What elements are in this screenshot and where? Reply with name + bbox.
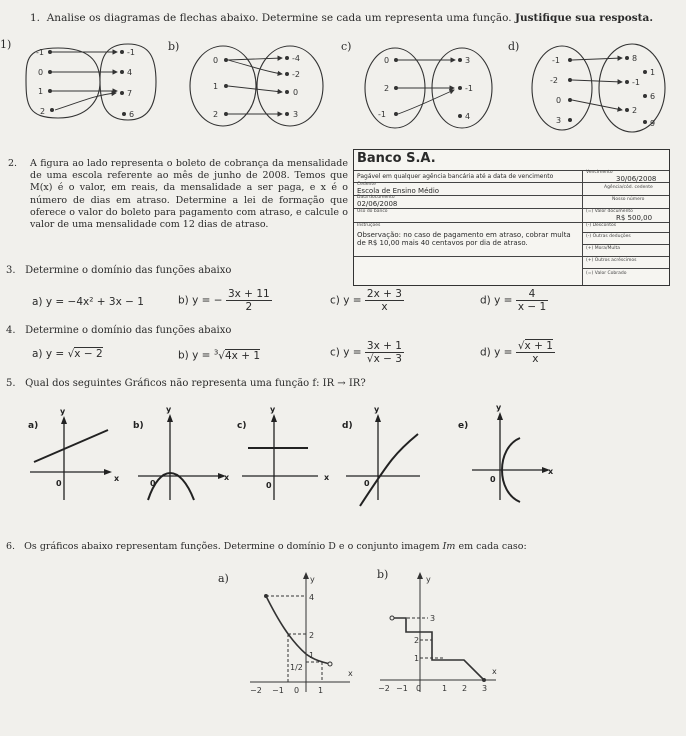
- fraction: [516, 340, 555, 365]
- slip-divider: [582, 232, 669, 233]
- diagram-c-codomain-label: -1: [465, 84, 473, 93]
- fraction: [365, 288, 404, 313]
- field-label: Agência/cód. cedente: [604, 185, 653, 190]
- q3-item-b: [178, 288, 272, 313]
- question-number: 6.: [6, 541, 16, 552]
- diagram-a-domain-label: -1: [36, 48, 44, 57]
- question-number: 4.: [6, 325, 16, 336]
- field-label: (=) Valor documento: [586, 209, 633, 214]
- diagram-a-codomain-label: 4: [127, 68, 133, 77]
- tick-label: 1/2: [290, 663, 303, 672]
- numerator: 4: [516, 288, 548, 301]
- diagram-a-codomain-label: 6: [129, 110, 135, 119]
- field-label: Instruções: [357, 223, 381, 228]
- diagram-a-codomain-label: 7: [127, 89, 133, 98]
- tick-label: 0: [294, 686, 300, 695]
- diagram-a-domain-label: 1: [38, 87, 44, 96]
- tick-label: 3: [482, 684, 488, 693]
- diagram-b-codomain-label: 0: [293, 88, 299, 97]
- diagram-a-domain-label: 0: [38, 68, 44, 77]
- fraction: [365, 340, 404, 365]
- axis-y-label: y: [496, 403, 502, 412]
- field-label: (+) Outros acréscimos: [586, 258, 637, 263]
- radicand: x + 1: [524, 340, 553, 352]
- axis-x-label: x: [324, 473, 330, 482]
- origin-label: 0: [150, 479, 156, 488]
- question-text: Analise os diagramas de flechas abaixo. Determine se cada um representa uma função.: [46, 12, 512, 24]
- diagram-d-codomain-label: 8: [632, 54, 638, 63]
- item-expression: y =: [192, 349, 211, 362]
- axis-x-label: x: [548, 467, 554, 476]
- axis-x-label: x: [224, 473, 230, 482]
- slip-divider: [354, 256, 669, 257]
- origin-label: 0: [266, 481, 272, 490]
- axis-x-label: x: [492, 667, 497, 676]
- tick-label: 1: [318, 686, 324, 695]
- axis-y-label: y: [166, 405, 172, 414]
- question-text: Qual dos seguintes Gráficos não representa uma função f: IR → IR?: [25, 378, 366, 389]
- question-text: Determine o domínio das funções abaixo: [25, 265, 232, 276]
- question-text: em cada caso:: [458, 541, 527, 552]
- denominator: x: [532, 353, 539, 365]
- field-label: (-) Descontos: [586, 223, 617, 228]
- tick-label: 1: [414, 654, 420, 663]
- axis-x-label: x: [114, 474, 120, 483]
- tick-label: −1: [272, 686, 284, 695]
- tick-label: 2: [309, 631, 315, 640]
- diagram-c-codomain-label: 3: [465, 56, 471, 65]
- diagram-d-domain-set: [532, 46, 592, 130]
- axis-y-label: y: [374, 405, 380, 414]
- item-expression: y = −4x² + 3x − 1: [45, 296, 144, 308]
- diagram-d-domain-label: -2: [550, 76, 558, 85]
- diagram-d-label: d): [508, 40, 520, 53]
- fraction: [226, 288, 272, 313]
- diagram-c-domain-label: 2: [384, 84, 390, 93]
- numerator: 2x + 3: [366, 288, 402, 300]
- late-payment-note: Observação: no caso de pagamento em atraso, cobrar multa de R$ 10,00 mais 40 centavos por dia de atraso.: [357, 231, 571, 247]
- question-text: Determine o domínio das funções abaixo: [25, 325, 232, 336]
- q4-item-b: [178, 348, 260, 362]
- q4-item-a: [32, 348, 103, 360]
- graph-label: e): [458, 421, 469, 431]
- graph-label: d): [342, 421, 353, 431]
- q4-item-c: [330, 340, 404, 365]
- tick-label: −1: [396, 684, 408, 693]
- tick-label: 1: [309, 651, 315, 660]
- item-expression: y = −: [192, 294, 223, 307]
- diagram-a-label: 1): [0, 38, 12, 51]
- question-6-heading: [6, 541, 527, 552]
- denominator: √x − 3: [366, 353, 402, 365]
- tick-label: −2: [250, 686, 262, 695]
- diagram-d-codomain-label: 2: [632, 106, 638, 115]
- field-label: (=) Valor Cobrado: [586, 271, 627, 276]
- payment-note: Pagável em qualquer agência bancária até a data de vencimento: [357, 173, 554, 180]
- diagram-b-domain-label: 0: [213, 56, 219, 65]
- question-text: Os gráficos abaixo representam funções. Determine o domínio D e o conjunto imagem: [24, 541, 440, 552]
- diagram-d-codomain-label: 1: [650, 68, 656, 77]
- q3-item-c: [330, 288, 404, 313]
- arrow-diagrams: [0, 0, 686, 150]
- numerator: √x + 1: [517, 340, 553, 352]
- numerator: 3x + 1: [365, 340, 404, 353]
- item-label: d): [480, 346, 491, 359]
- diagram-b-domain-label: 2: [213, 110, 219, 119]
- fraction: [516, 288, 548, 313]
- axis-x-label: x: [348, 669, 353, 678]
- item-expression: y =: [343, 346, 362, 359]
- axis-y-label: y: [310, 575, 315, 584]
- graph-label: b): [133, 421, 144, 431]
- bank-slip: [353, 149, 670, 286]
- denominator: 2: [245, 301, 253, 313]
- item-label: c): [330, 346, 340, 359]
- field-label: (-) Outras deduções: [586, 234, 631, 239]
- field-label: Uso do banco: [357, 209, 388, 214]
- diagram-d-codomain-label: 6: [650, 92, 656, 101]
- cube-root: $^3$√4x + 1: [213, 348, 261, 362]
- slip-divider: [354, 222, 669, 223]
- graph-b-label: b): [377, 568, 389, 581]
- q3-item-a: [32, 296, 144, 308]
- field-label: Data documento: [357, 195, 395, 200]
- image-symbol: Im: [442, 541, 456, 552]
- slip-divider: [582, 268, 669, 269]
- square-root: √x − 2: [67, 348, 103, 360]
- diagram-a-codomain-label: -1: [127, 48, 135, 57]
- tick-label: 3: [430, 614, 436, 623]
- tick-label: 2: [462, 684, 468, 693]
- origin-label: 0: [56, 479, 62, 488]
- item-label: c): [330, 294, 340, 307]
- diagram-d-codomain-label: 9: [650, 119, 656, 128]
- q6-graph-a: [230, 570, 360, 700]
- radicand: 4x + 1: [224, 349, 261, 362]
- field-label: Cedente: [357, 182, 376, 187]
- diagram-c-label: c): [341, 40, 352, 53]
- denominator: x − 1: [517, 301, 547, 313]
- slip-divider: [354, 182, 669, 183]
- axis-y-label: y: [426, 575, 431, 584]
- bank-name: Banco S.A.: [357, 151, 436, 166]
- field-label: Nosso número: [612, 197, 645, 202]
- radicand: x − 3: [373, 353, 402, 365]
- question-4-heading: [6, 325, 231, 336]
- q4-item-d: [480, 340, 555, 365]
- question-number: 5.: [6, 378, 16, 389]
- diagram-b-label: b): [168, 40, 180, 53]
- graph-label: a): [28, 421, 39, 431]
- document-value: R$ 500,00: [616, 214, 653, 222]
- root-index: 3: [213, 348, 219, 356]
- tick-label: 2: [414, 636, 420, 645]
- q5-graphs: [0, 400, 686, 510]
- diagram-b-codomain-label: -4: [292, 54, 300, 63]
- question-5-heading: [6, 378, 366, 389]
- diagram-c-domain-label: 0: [384, 56, 390, 65]
- diagram-b-codomain-label: -2: [292, 70, 300, 79]
- slip-divider: [354, 195, 669, 196]
- diagram-a-domain-label: 2: [40, 107, 46, 116]
- question-text: A figura ao lado representa o boleto de cobrança da mensalidade de uma escola referente ao mês de junho de 2008. Temos que M(x) é o valor, em reais, da mensalidade a ser paga, e x é o número de dias em atraso. Determine a lei de formação que oferece o valor do boleto para pagamento com atraso, e calcule o valor de uma mensalidade com 12 dias de atraso.: [30, 158, 348, 231]
- due-date: 30/06/2008: [616, 175, 657, 183]
- slip-divider: [582, 244, 669, 245]
- cedente: Escola de Ensino Médio: [357, 187, 440, 195]
- diagram-d-codomain-label: -1: [632, 78, 640, 87]
- item-expression: y =: [494, 346, 513, 359]
- question-emphasis: Justifique sua resposta.: [515, 12, 653, 24]
- item-expression: y =: [343, 294, 362, 307]
- item-expression: y =: [45, 348, 65, 360]
- diagram-c-codomain-label: 4: [465, 112, 471, 121]
- origin-label: 0: [490, 475, 496, 484]
- field-label: Vencimento: [586, 170, 613, 175]
- question-2: [8, 158, 348, 248]
- item-label: a): [32, 296, 43, 308]
- origin-label: 0: [364, 479, 370, 488]
- question-number: 1.: [30, 12, 41, 24]
- question-number: 3.: [6, 265, 16, 276]
- tick-label: 1: [442, 684, 448, 693]
- graph-a-label: a): [218, 572, 229, 585]
- diagram-d-domain-label: 3: [556, 116, 562, 125]
- question-3-heading: [6, 265, 231, 276]
- graph-label: c): [237, 421, 247, 431]
- denominator: x: [381, 301, 388, 313]
- diagram-d-domain-label: -1: [552, 56, 560, 65]
- item-label: a): [32, 348, 43, 360]
- item-label: d): [480, 294, 491, 307]
- question-number: 2.: [8, 158, 18, 169]
- tick-label: 0: [416, 684, 422, 693]
- numerator: 3x + 11: [227, 288, 270, 300]
- tick-label: 4: [309, 593, 315, 602]
- axis-y-label: y: [270, 405, 276, 414]
- diagram-b-domain-label: 1: [213, 82, 219, 91]
- q3-item-d: [480, 288, 548, 313]
- axis-y-label: y: [60, 407, 66, 416]
- item-label: b): [178, 294, 189, 307]
- document-date: 02/06/2008: [357, 200, 398, 208]
- diagram-b-codomain-label: 3: [293, 110, 299, 119]
- item-label: b): [178, 349, 189, 362]
- q6-graph-b: [374, 570, 504, 700]
- field-label: (+) Mora/Multa: [586, 246, 620, 251]
- diagram-d-domain-label: 0: [556, 96, 562, 105]
- item-expression: y =: [494, 294, 513, 307]
- radicand: x − 2: [74, 348, 103, 360]
- tick-label: −2: [378, 684, 390, 693]
- diagram-c-domain-label: -1: [378, 110, 386, 119]
